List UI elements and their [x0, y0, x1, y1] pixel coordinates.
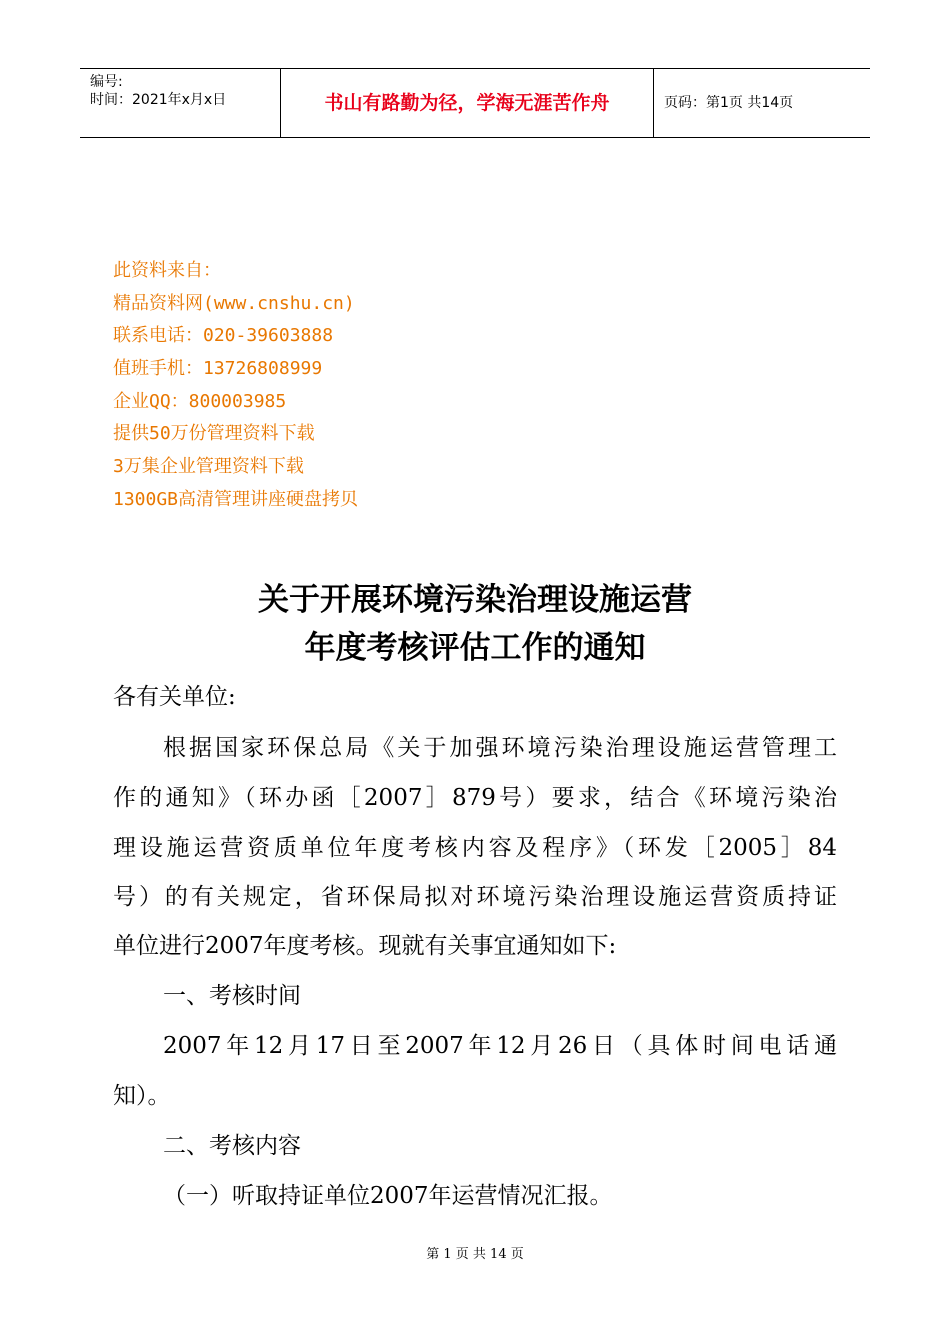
- paragraph-line: 根据国家环保总局《关于加强环境污染治理设施运营管理工: [163, 735, 837, 761]
- header-table: [80, 68, 870, 138]
- source-line: 联系电话：020-39603888: [113, 325, 334, 347]
- list-item: （一）听取持证单位2007年运营情况汇报。: [163, 1183, 613, 1209]
- paragraph-line: 号）的有关规定，省环保局拟对环境污染治理设施运营资质持证: [113, 884, 837, 910]
- source-line: 3万集企业管理资料下载: [113, 456, 304, 478]
- paragraph-line: 2007年12月17日至2007年12月26日（具体时间电话通: [163, 1033, 837, 1059]
- source-info: [113, 255, 358, 517]
- header-motto-cell: [281, 69, 654, 137]
- document-title-line2: 年度考核评估工作的通知: [304, 630, 646, 666]
- source-line: 精品资料网(www.cnshu.cn): [113, 292, 355, 314]
- paragraph-line: 单位进行2007年度考核。现就有关事宜通知如下:: [113, 933, 617, 959]
- paragraph-line: 理设施运营资质单位年度考核内容及程序》（环发［2005］84: [113, 835, 837, 861]
- header-info-cell: [80, 69, 281, 137]
- paragraph-line: 知）。: [113, 1083, 171, 1109]
- document-title-line1: 关于开展环境污染治理设施运营: [258, 582, 692, 618]
- source-line: 1300GB高清管理讲座硬盘拷贝: [113, 488, 359, 510]
- page-footer: 第 1 页 共 14 页: [426, 1247, 524, 1262]
- paragraph-line: 作的通知》（环办函［2007］879号）要求，结合《环境污染治: [113, 785, 837, 811]
- source-line: 提供50万份管理资料下载: [113, 423, 315, 445]
- time-label: 时间：2021年x月x日: [90, 92, 227, 108]
- section-heading: 二、考核内容: [163, 1133, 301, 1159]
- section-heading: 一、考核时间: [163, 983, 301, 1009]
- motto-text: 书山有路勤为径，学海无涯苦作舟: [324, 92, 610, 114]
- salutation: 各有关单位:: [113, 684, 236, 710]
- source-line: 值班手机：13726808999: [113, 358, 323, 380]
- page-label: 页码：第1页 共14页: [664, 95, 794, 111]
- source-line: 此资料来自：: [113, 260, 221, 281]
- source-line: 企业QQ：800003985: [113, 390, 287, 412]
- number-label: 编号:: [90, 74, 123, 90]
- header-page-cell: [654, 69, 870, 137]
